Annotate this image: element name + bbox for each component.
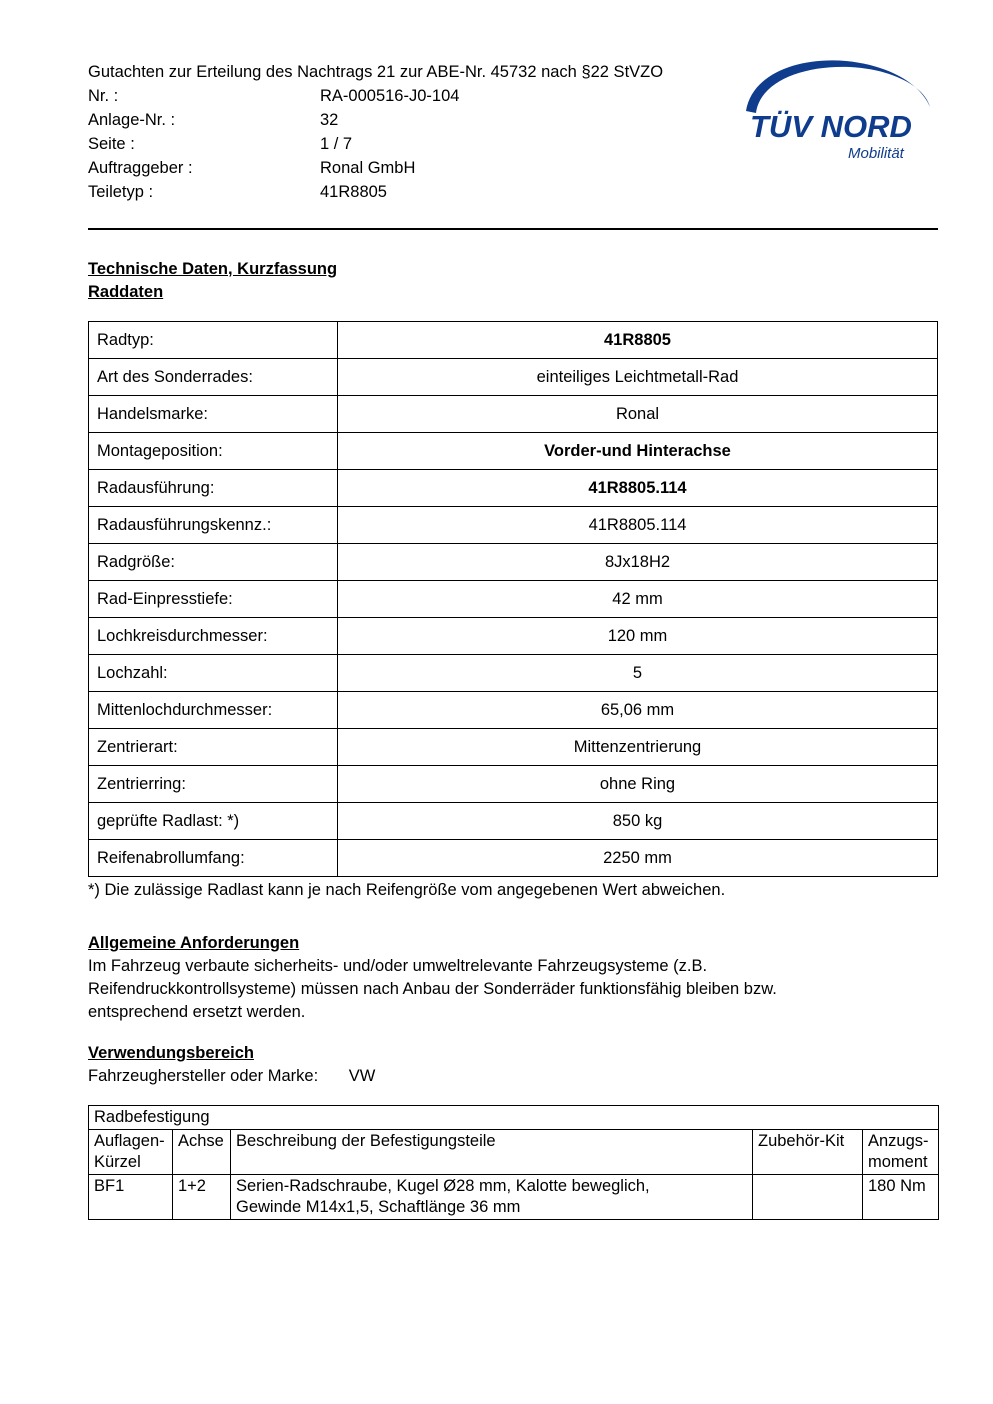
document-header bbox=[88, 60, 938, 230]
row-value-geprueefte-radlast: 850 kg bbox=[338, 803, 938, 840]
column-header-beschreibung: Beschreibung der Befestigungsteile bbox=[231, 1130, 753, 1175]
row-label-radausfuehrungskennz: Radausführungskennz.: bbox=[89, 507, 338, 544]
table-row bbox=[88, 84, 459, 108]
table-row bbox=[88, 180, 459, 204]
row-value-zentrierart: Mittenzentrierung bbox=[338, 729, 938, 766]
column-header-zubehoer-kit: Zubehör-Kit bbox=[753, 1130, 863, 1175]
table-row bbox=[89, 803, 938, 840]
table-row bbox=[89, 322, 938, 359]
section-heading-verwendungsbereich: Verwendungsbereich bbox=[88, 1044, 254, 1062]
table-row bbox=[89, 1175, 939, 1220]
meta-value-nr: RA-000516-J0-104 bbox=[320, 87, 460, 105]
wheel-data-table bbox=[88, 321, 938, 877]
table-row bbox=[89, 433, 938, 470]
row-label-radgroesse: Radgröße: bbox=[89, 544, 338, 581]
row-value-handelsmarke: Ronal bbox=[338, 396, 938, 433]
table-row bbox=[89, 655, 938, 692]
cell-beschreibung-line1: Serien-Radschraube, Kugel Ø28 mm, Kalotte beweglich, bbox=[236, 1177, 650, 1195]
cell-zubehoer-kit bbox=[753, 1175, 863, 1220]
row-value-radausfuehrung: 41R8805.114 bbox=[338, 470, 938, 507]
meta-value-seite: 1 / 7 bbox=[320, 135, 353, 153]
manufacturer-value: VW bbox=[348, 1067, 376, 1085]
row-label-handelsmarke: Handelsmarke: bbox=[89, 396, 338, 433]
column-header-auflagen-line1: Auflagen- bbox=[94, 1132, 165, 1150]
requirements-line-2: Reifendruckkontrollsysteme) müssen nach Anbau der Sonderräder funktionsfähig bleiben bzw. bbox=[88, 980, 777, 998]
row-label-mittenlochdurchmesser: Mittenlochdurchmesser: bbox=[89, 692, 338, 729]
row-value-lochzahl: 5 bbox=[338, 655, 938, 692]
requirements-line-3: entsprechend ersetzt werden. bbox=[88, 1003, 306, 1021]
table-row bbox=[89, 729, 938, 766]
table-row bbox=[89, 544, 938, 581]
column-header-auflagen-line2: Kürzel bbox=[94, 1153, 141, 1171]
cell-kuerzel: BF1 bbox=[89, 1175, 173, 1220]
manufacturer-label: Fahrzeughersteller oder Marke: bbox=[88, 1067, 319, 1085]
meta-label-teiletyp: Teiletyp : bbox=[88, 183, 154, 201]
row-label-reifenabrollumfang: Reifenabrollumfang: bbox=[89, 840, 338, 877]
table-row bbox=[89, 359, 938, 396]
table-header-row bbox=[89, 1130, 939, 1175]
table-row bbox=[89, 396, 938, 433]
svg-text:TÜV NORD: TÜV NORD bbox=[750, 109, 912, 144]
fastening-table bbox=[88, 1105, 939, 1220]
table-row bbox=[89, 470, 938, 507]
table-row bbox=[89, 766, 938, 803]
tuev-nord-logo bbox=[738, 55, 938, 165]
meta-label-anlage-nr: Anlage-Nr. : bbox=[88, 111, 176, 129]
table-row bbox=[89, 692, 938, 729]
radlast-footnote: *) Die zulässige Radlast kann je nach Reifengröße vom angegebenen Wert abweichen. bbox=[88, 881, 726, 899]
cell-beschreibung bbox=[231, 1175, 753, 1220]
column-header-auflagen-kuerzel bbox=[89, 1130, 173, 1175]
spacer bbox=[88, 902, 938, 932]
row-label-geprueefte-radlast: geprüfte Radlast: *) bbox=[89, 803, 338, 840]
meta-label-auftraggeber: Auftraggeber : bbox=[88, 159, 193, 177]
row-value-rad-einpresstiefe: 42 mm bbox=[338, 581, 938, 618]
table-row bbox=[88, 108, 459, 132]
row-label-zentrierring: Zentrierring: bbox=[89, 766, 338, 803]
fastening-table-title: Radbefestigung bbox=[89, 1106, 939, 1130]
row-label-lochzahl: Lochzahl: bbox=[89, 655, 338, 692]
column-header-achse: Achse bbox=[173, 1130, 231, 1175]
tuev-nord-logo-icon bbox=[738, 55, 938, 165]
document-title: Gutachten zur Erteilung des Nachtrags 21 zur ABE-Nr. 45732 nach §22 StVZO bbox=[88, 63, 664, 81]
cell-anzugsmoment: 180 Nm bbox=[863, 1175, 939, 1220]
row-label-rad-einpresstiefe: Rad-Einpresstiefe: bbox=[89, 581, 338, 618]
cell-beschreibung-line2: Gewinde M14x1,5, Schaftlänge 36 mm bbox=[236, 1198, 521, 1216]
requirements-line-1: Im Fahrzeug verbaute sicherheits- und/oder umweltrelevante Fahrzeugsysteme (z.B. bbox=[88, 957, 708, 975]
row-value-zentrierring: ohne Ring bbox=[338, 766, 938, 803]
column-header-anzugsmoment-line2: moment bbox=[868, 1153, 928, 1171]
section-heading-technische-daten: Technische Daten, Kurzfassung bbox=[88, 260, 338, 278]
column-header-anzugsmoment-line1: Anzugs- bbox=[868, 1132, 929, 1150]
row-value-montageposition: Vorder-und Hinterachse bbox=[338, 433, 938, 470]
row-label-lochkreisdurchmesser: Lochkreisdurchmesser: bbox=[89, 618, 338, 655]
section-heading-raddaten: Raddaten bbox=[88, 283, 164, 301]
header-divider bbox=[88, 228, 938, 230]
row-label-art-des-sonderrades: Art des Sonderrades: bbox=[89, 359, 338, 396]
manufacturer-line bbox=[88, 1065, 938, 1088]
meta-value-anlage-nr: 32 bbox=[320, 111, 339, 129]
row-value-radausfuehrungskennz: 41R8805.114 bbox=[338, 507, 938, 544]
row-value-reifenabrollumfang: 2250 mm bbox=[338, 840, 938, 877]
table-row bbox=[88, 156, 459, 180]
meta-label-nr: Nr. : bbox=[88, 87, 119, 105]
table-row bbox=[89, 618, 938, 655]
row-label-zentrierart: Zentrierart: bbox=[89, 729, 338, 766]
section-heading-allgemeine-anforderungen: Allgemeine Anforderungen bbox=[88, 934, 300, 952]
row-value-mittenlochdurchmesser: 65,06 mm bbox=[338, 692, 938, 729]
meta-label-seite: Seite : bbox=[88, 135, 135, 153]
table-row bbox=[89, 840, 938, 877]
table-row bbox=[89, 581, 938, 618]
column-header-anzugsmoment bbox=[863, 1130, 939, 1175]
row-label-montageposition: Montageposition: bbox=[89, 433, 338, 470]
svg-text:Mobilität: Mobilität bbox=[848, 145, 904, 162]
meta-value-auftraggeber: Ronal GmbH bbox=[320, 159, 416, 177]
meta-value-teiletyp: 41R8805 bbox=[320, 183, 387, 201]
spacer bbox=[88, 1024, 938, 1042]
row-value-radgroesse: 8Jx18H2 bbox=[338, 544, 938, 581]
table-row bbox=[89, 1106, 939, 1130]
row-label-radausfuehrung: Radausführung: bbox=[89, 470, 338, 507]
row-value-lochkreisdurchmesser: 120 mm bbox=[338, 618, 938, 655]
header-meta-table bbox=[88, 84, 459, 204]
row-value-art-des-sonderrades: einteiliges Leichtmetall-Rad bbox=[338, 359, 938, 396]
table-row bbox=[88, 132, 459, 156]
row-label-radtyp: Radtyp: bbox=[89, 322, 338, 359]
row-value-radtyp: 41R8805 bbox=[338, 322, 938, 359]
cell-achse: 1+2 bbox=[173, 1175, 231, 1220]
table-row bbox=[89, 507, 938, 544]
